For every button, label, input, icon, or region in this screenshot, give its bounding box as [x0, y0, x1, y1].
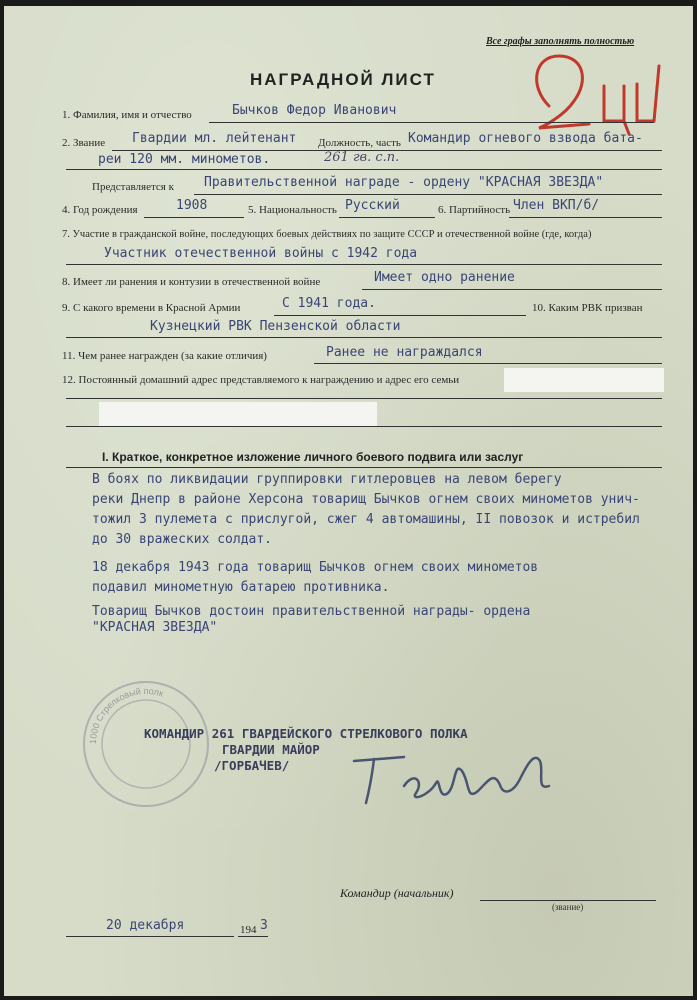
document-title: НАГРАДНОЙ ЛИСТ [250, 70, 436, 89]
field-11-label: 11. Чем ранее награжден (за какие отличия) [62, 350, 267, 362]
field-2-value: Гвардии мл. лейтенант [132, 131, 297, 146]
field-2-position-value: Командир огневого взвода бата- [408, 131, 643, 146]
field-7-value: Участник отечественной войны с 1942 года [104, 246, 418, 261]
field-6-label: 6. Партийность [438, 204, 511, 216]
field-4-label: 4. Год рождения [62, 204, 138, 216]
section-1-line: В боях по ликвидации группировки гитлеровцев на левом берегу [92, 472, 562, 487]
field-4-value: 1908 [176, 198, 208, 213]
presented-label: Представляется к [92, 181, 174, 193]
rank-label: (звание) [552, 902, 584, 912]
section-1-line: подавил минометную батарею противника. [92, 580, 390, 595]
field-10-label: 10. Каким РВК призван [532, 302, 643, 314]
fill-all-fields-note: Все графы заполнять полностью [486, 36, 635, 47]
commander-label: Командир (начальник) [340, 886, 454, 900]
field-1-value: Бычков Федор Иванович [232, 103, 397, 118]
section-1-line: "КРАСНАЯ ЗВЕЗДА" [92, 620, 218, 635]
signature-name: Горбачев [344, 820, 348, 821]
field-11-value: Ранее не награждался [326, 345, 483, 360]
field-2-label: 2. Звание [62, 137, 106, 149]
section-1-line: до 30 вражеских солдат. [92, 532, 273, 547]
handwritten-signature [344, 731, 574, 821]
field-10-value: Кузнецкий РВК Пензенской области [150, 319, 401, 334]
section-1-line: 18 декабря 1943 года товарищ Бычков огнем своих минометов [92, 560, 539, 575]
section-1-heading: I. Краткое, конкретное изложение личного боевого подвига или заслуг [102, 450, 524, 464]
section-1-line: Товарищ Бычков достоин правительственной награды- ордена [92, 604, 531, 619]
field-5-value: Русский [345, 198, 400, 213]
field-2-position-label: Должность, часть [318, 137, 401, 149]
award-sheet [4, 6, 693, 996]
field-2-unit-handwritten: 261 гв. с.п. [324, 150, 400, 165]
section-1-line: тожил 3 пулемета с прислугой, сжег 4 автомашины, II повозок и истребил [92, 512, 640, 527]
commander-line-1: КОМАНДИР 261 ГВАРДЕЙСКОГО СТРЕЛКОВОГО ПОЛКА [144, 726, 468, 741]
field-12-label: 12. Постоянный домашний адрес представляемого к награждению и адрес его семьи [62, 374, 460, 386]
field-2-position-value-cont: реи 120 мм. минометов. [98, 152, 271, 167]
commander-line-2: ГВАРДИИ МАЙОР [222, 742, 320, 757]
field-1-label: 1. Фамилия, имя и отчество [62, 109, 192, 121]
presented-value: Правительственной награде - ордену "КРАСНАЯ ЗВЕЗДА" [204, 175, 604, 190]
stamp-text: 1000 Стрелковый полк [87, 685, 165, 745]
field-7-label: 7. Участие в гражданской войне, последующих боевых действиях по защите СССР и отечественной войне (где, когда) [62, 229, 592, 240]
field-8-label: 8. Имеет ли ранения и контузии в отечественной войне [62, 276, 321, 288]
field-9-value: С 1941 года. [282, 296, 376, 311]
field-5-label: 5. Национальность [248, 204, 337, 216]
redacted-address-2 [99, 402, 377, 426]
date-day-month: 20 декабря [106, 918, 185, 933]
section-1-line: реки Днепр в районе Херсона товарищ Бычков огнем своих минометов унич- [92, 492, 640, 507]
date-year-prefix: 194 [240, 924, 257, 936]
field-8-value: Имеет одно ранение [374, 270, 515, 285]
field-9-label: 9. С какого времени в Красной Армии [62, 302, 241, 314]
round-stamp [74, 674, 224, 814]
red-mark-text: 2ц [559, 146, 561, 147]
field-6-value: Член ВКП/б/ [513, 198, 600, 213]
redacted-address-1 [504, 368, 664, 392]
commander-line-3: /ГОРБАЧЕВ/ [214, 758, 290, 773]
date-year-digit: 3 [260, 918, 268, 933]
